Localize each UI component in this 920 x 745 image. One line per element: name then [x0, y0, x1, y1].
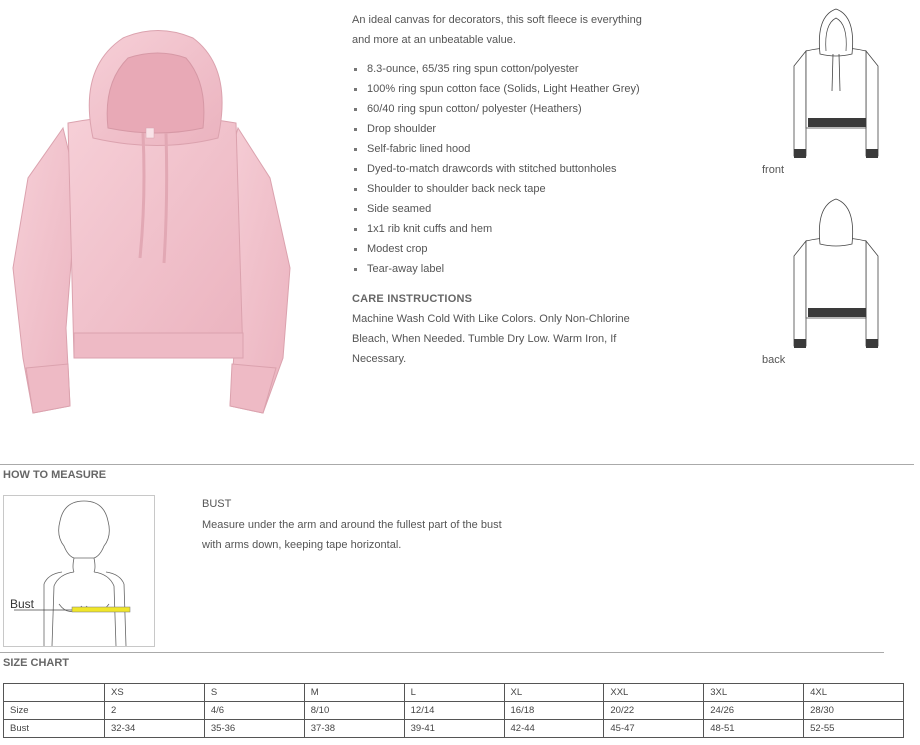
bust-diagram-label: Bust	[10, 597, 35, 611]
table-cell: 52-55	[804, 720, 904, 738]
table-header-cell: L	[404, 684, 504, 702]
feature-item: Modest crop	[352, 239, 652, 259]
size-chart-title: SIZE CHART	[3, 657, 69, 669]
product-description	[352, 10, 652, 369]
care-instructions-text: Machine Wash Cold With Like Colors. Only Non-Chlorine Bleach, When Needed. Tumble Dry Low. Warm Iron, If Necessary.	[352, 313, 630, 365]
size-chart-table	[3, 683, 904, 738]
table-row	[4, 702, 904, 720]
feature-item: Side seamed	[352, 199, 652, 219]
hoodie-product-image	[8, 28, 298, 420]
divider	[0, 464, 914, 465]
woman-figure-icon	[4, 496, 154, 646]
table-cell: 2	[105, 702, 205, 720]
table-cell: 20/22	[604, 702, 704, 720]
table-cell: 24/26	[704, 702, 804, 720]
table-cell: 8/10	[304, 702, 404, 720]
table-header-cell: 3XL	[704, 684, 804, 702]
table-cell: 35-36	[204, 720, 304, 738]
how-to-measure-title: HOW TO MEASURE	[3, 469, 107, 481]
front-flat-sketch	[786, 6, 886, 162]
table-row	[4, 720, 904, 738]
divider	[0, 652, 884, 653]
feature-item: 8.3-ounce, 65/35 ring spun cotton/polyester	[352, 59, 652, 79]
back-flat-sketch	[786, 196, 886, 352]
table-cell: 12/14	[404, 702, 504, 720]
feature-item: 100% ring spun cotton face (Solids, Light Heather Grey)	[352, 79, 652, 99]
table-cell: 45-47	[604, 720, 704, 738]
table-header-cell: 4XL	[804, 684, 904, 702]
feature-list	[352, 59, 652, 279]
table-cell: 39-41	[404, 720, 504, 738]
table-header-row	[4, 684, 904, 702]
table-header-cell: M	[304, 684, 404, 702]
table-cell: 37-38	[304, 720, 404, 738]
bust-title: BUST	[202, 498, 232, 510]
table-cell: 48-51	[704, 720, 804, 738]
table-cell: 28/30	[804, 702, 904, 720]
feature-item: 1x1 rib knit cuffs and hem	[352, 219, 652, 239]
bust-measure-diagram	[3, 495, 155, 647]
feature-item: Dyed-to-match drawcords with stitched buttonholes	[352, 159, 652, 179]
feature-item: Shoulder to shoulder back neck tape	[352, 179, 652, 199]
feature-item: Tear-away label	[352, 259, 652, 279]
table-header-cell: XL	[504, 684, 604, 702]
table-cell: 42-44	[504, 720, 604, 738]
row-label: Bust	[4, 720, 105, 738]
front-label: front	[762, 164, 785, 176]
bust-instructions: Measure under the arm and around the fullest part of the bust with arms down, keeping tape horizontal.	[202, 519, 502, 551]
care-instructions-title: CARE INSTRUCTIONS	[352, 293, 473, 305]
table-header-cell: S	[204, 684, 304, 702]
feature-item: Drop shoulder	[352, 119, 652, 139]
row-label: Size	[4, 702, 105, 720]
table-header-cell: XXL	[604, 684, 704, 702]
table-header-cell: XS	[105, 684, 205, 702]
table-cell: 16/18	[504, 702, 604, 720]
back-label: back	[762, 354, 786, 366]
table-cell	[4, 684, 105, 702]
feature-item: Self-fabric lined hood	[352, 139, 652, 159]
table-cell: 32-34	[105, 720, 205, 738]
product-intro: An ideal canvas for decorators, this soft fleece is everything and more at an unbeatable value.	[352, 14, 642, 46]
feature-item: 60/40 ring spun cotton/ polyester (Heathers)	[352, 99, 652, 119]
table-cell: 4/6	[204, 702, 304, 720]
